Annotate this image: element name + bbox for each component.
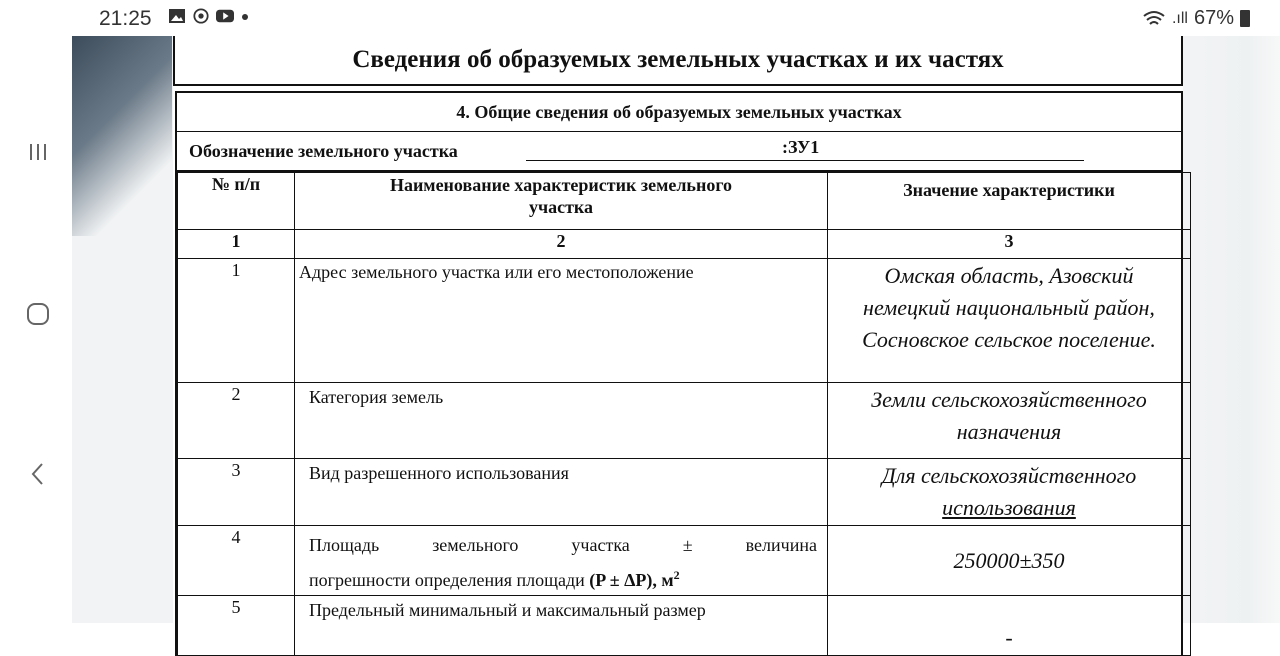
row-num: 3 <box>178 459 295 526</box>
row-num: 5 <box>178 596 295 656</box>
area-formula: (P ± ΔP), м <box>589 570 674 590</box>
home-icon <box>25 301 51 327</box>
row-name: Адрес земельного участка или его местоположение <box>295 259 828 383</box>
section-box <box>175 91 1183 656</box>
area-word: участка <box>571 535 630 555</box>
row-value <box>828 259 1191 383</box>
table-row <box>178 383 1191 459</box>
recent-apps-button[interactable] <box>20 134 56 170</box>
row-num: 2 <box>178 383 295 459</box>
header-name <box>295 173 828 230</box>
row-value <box>828 459 1191 526</box>
header-value: Значение характеристики <box>828 173 1191 230</box>
row-value <box>828 383 1191 459</box>
page-edge <box>1200 36 1280 623</box>
column-number: 1 <box>178 230 295 259</box>
value-line: использования <box>942 495 1076 520</box>
value-line: назначения <box>956 419 1062 444</box>
signal-icon: .ıll <box>1171 9 1188 27</box>
area-line1 <box>309 530 827 560</box>
row-value <box>828 596 1191 656</box>
designation-row <box>177 132 1181 172</box>
document-page <box>173 36 1183 650</box>
column-number-row <box>178 230 1191 259</box>
document-title: Сведения об образуемых земельных участках и их частях <box>173 36 1183 86</box>
row-num: 1 <box>178 259 295 383</box>
back-icon <box>28 461 48 487</box>
area-word: Площадь <box>309 535 380 555</box>
value-line: Сосновское сельское поселение. <box>862 327 1156 352</box>
header-name-line2: участка <box>528 197 594 217</box>
row-name: Категория земель <box>295 383 828 459</box>
area-word: земельного <box>432 535 519 555</box>
system-navigation <box>0 36 72 623</box>
column-number: 2 <box>295 230 828 259</box>
document-photo <box>72 36 1280 650</box>
area-sup: 2 <box>673 568 680 582</box>
header-name-line1: Наименование характеристик земельного <box>389 175 733 195</box>
table-row <box>178 596 1191 656</box>
row-name: Вид разрешенного использования <box>295 459 828 526</box>
battery-percent: 67% <box>1193 7 1234 29</box>
table-row <box>178 259 1191 383</box>
notification-icons <box>168 8 250 24</box>
wifi-icon <box>1142 10 1166 28</box>
value-line: немецкий национальный район, <box>863 295 1155 320</box>
designation-label: Обозначение земельного участка <box>189 140 458 161</box>
area-word: ± <box>682 535 693 555</box>
area-line2 <box>309 560 827 595</box>
characteristics-table <box>177 172 1191 656</box>
row-num: 4 <box>178 526 295 596</box>
table-row <box>178 526 1191 596</box>
back-button[interactable] <box>20 456 56 492</box>
header-num: № п/п <box>178 173 295 230</box>
recent-apps-icon <box>27 141 49 163</box>
torn-edge <box>72 36 172 236</box>
status-right <box>1142 7 1250 30</box>
area-text: погрешности определения площади <box>309 570 585 590</box>
whatsapp-icon <box>192 8 210 24</box>
section-title: 4. Общие сведения об образуемых земельных участках <box>177 93 1181 132</box>
battery-icon <box>1240 10 1250 27</box>
value-line: Омская область, Азовский <box>884 263 1134 288</box>
youtube-icon <box>216 8 234 24</box>
value-line: 250000±350 <box>953 547 1065 573</box>
designation-underline <box>526 160 1084 161</box>
row-name: Предельный минимальный и максимальный размер <box>295 596 828 656</box>
home-button[interactable] <box>20 296 56 332</box>
status-bar <box>0 0 1280 36</box>
designation-value: :ЗУ1 <box>782 137 820 157</box>
value-line: Земли сельскохозяйственного <box>871 387 1147 412</box>
column-number: 3 <box>828 230 1191 259</box>
table-header-row <box>178 173 1191 230</box>
gallery-icon <box>168 8 186 24</box>
value-line: Для сельскохозяйственного <box>881 463 1137 488</box>
row-value <box>828 526 1191 596</box>
dot-icon <box>240 8 250 24</box>
table-row <box>178 459 1191 526</box>
value-line: - <box>1005 625 1013 650</box>
row-name <box>295 526 828 596</box>
status-time: 21:25 <box>99 7 152 30</box>
area-word: величина <box>745 535 817 555</box>
